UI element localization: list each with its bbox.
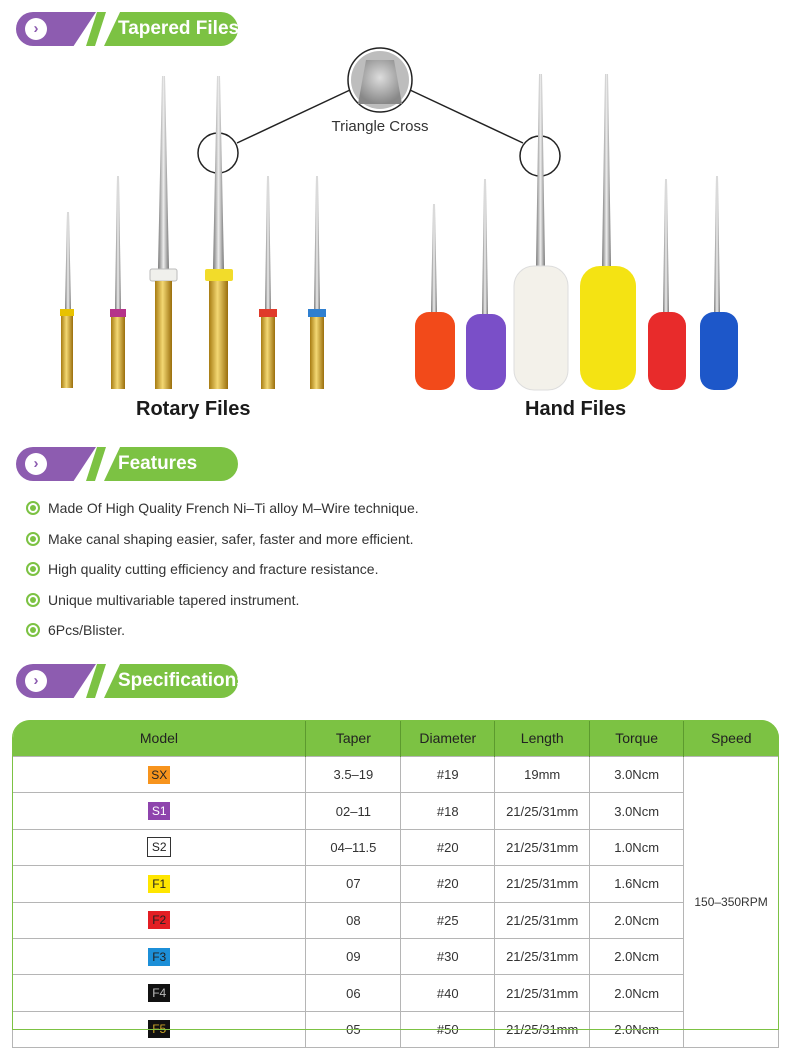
cell-speed: 150–350RPM <box>684 757 779 1048</box>
header-length: Length <box>495 720 590 757</box>
cell-torque: 2.0Ncm <box>590 938 684 974</box>
model-badge: SX <box>148 766 170 784</box>
triangle-cross-section-icon <box>348 48 412 112</box>
rotary-files-caption: Rotary Files <box>136 398 251 420</box>
connector-line-right <box>410 90 523 143</box>
rotary-file-f3 <box>308 176 326 389</box>
cell-taper: 06 <box>306 975 401 1011</box>
tapered-files-banner <box>16 12 238 46</box>
header-torque: Torque <box>590 720 684 757</box>
feature-text: Make canal shaping easier, safer, faster and more efficient. <box>48 530 414 547</box>
cell-diameter: #30 <box>401 938 495 974</box>
cell-taper: 08 <box>306 902 401 938</box>
specifications-table <box>12 720 779 1048</box>
hand-file-orange <box>415 204 455 390</box>
cell-length: 21/25/31mm <box>495 902 590 938</box>
cell-taper: 05 <box>306 1011 401 1047</box>
rotary-file-f2 <box>259 176 277 389</box>
cell-torque: 2.0Ncm <box>590 975 684 1011</box>
feature-item <box>26 529 419 560</box>
chevron-right-icon: › <box>25 18 47 40</box>
hand-file-red <box>648 179 686 390</box>
connector-line-left <box>237 90 350 143</box>
section-title: Specifications <box>118 670 247 691</box>
header-diameter: Diameter <box>401 720 495 757</box>
cell-torque: 3.0Ncm <box>590 793 684 829</box>
cell-diameter: #25 <box>401 902 495 938</box>
specifications-banner <box>16 664 247 698</box>
cell-diameter: #18 <box>401 793 495 829</box>
table-row <box>13 938 779 974</box>
feature-item <box>26 559 419 590</box>
cell-model <box>13 757 306 793</box>
feature-item <box>26 498 419 529</box>
feature-text: 6Pcs/Blister. <box>48 622 126 638</box>
cell-model <box>13 1011 306 1047</box>
cell-length: 19mm <box>495 757 590 793</box>
section-title: Tapered Files <box>118 18 240 39</box>
model-badge: S2 <box>147 837 171 857</box>
cell-torque: 3.0Ncm <box>590 757 684 793</box>
feature-item <box>26 590 419 621</box>
cell-model <box>13 866 306 902</box>
cell-taper: 04–11.5 <box>306 829 401 865</box>
features-list <box>26 498 419 651</box>
table-row <box>13 1011 779 1047</box>
hand-file-white <box>514 74 568 390</box>
feature-text: Made Of High Quality French Ni–Ti alloy M–Wire technique. <box>48 500 419 516</box>
bullet-icon <box>26 623 40 637</box>
features-banner <box>16 447 238 481</box>
chevron-right-icon: › <box>25 453 47 475</box>
cell-length: 21/25/31mm <box>495 975 590 1011</box>
cell-model <box>13 938 306 974</box>
hand-files <box>415 74 738 390</box>
cell-torque: 1.0Ncm <box>590 829 684 865</box>
table-body <box>13 757 779 1048</box>
header-model: Model <box>13 720 306 757</box>
cell-model <box>13 975 306 1011</box>
section-title: Features <box>118 453 198 474</box>
cell-taper: 09 <box>306 938 401 974</box>
bullet-icon <box>26 501 40 515</box>
model-badge: F4 <box>148 984 170 1002</box>
bullet-icon <box>26 562 40 576</box>
cell-torque: 2.0Ncm <box>590 1011 684 1047</box>
files-drawing <box>0 44 790 434</box>
model-badge: F2 <box>148 911 170 929</box>
file-illustration <box>0 44 790 434</box>
cell-torque: 1.6Ncm <box>590 866 684 902</box>
cell-length: 21/25/31mm <box>495 866 590 902</box>
feature-item <box>26 620 419 651</box>
table-row <box>13 975 779 1011</box>
table-row <box>13 757 779 793</box>
chevron-right-icon: › <box>25 670 47 692</box>
model-badge: S1 <box>148 802 170 820</box>
hand-file-purple <box>466 179 506 390</box>
feature-text: Unique multivariable tapered instrument. <box>48 591 300 608</box>
header-speed: Speed <box>684 720 779 757</box>
cell-length: 21/25/31mm <box>495 1011 590 1047</box>
specifications-table-wrap <box>12 720 779 1037</box>
bullet-icon <box>26 593 40 607</box>
cell-model <box>13 793 306 829</box>
model-badge: F1 <box>148 875 170 893</box>
cell-diameter: #50 <box>401 1011 495 1047</box>
cell-diameter: #20 <box>401 866 495 902</box>
model-badge: F5 <box>148 1020 170 1038</box>
table-row <box>13 902 779 938</box>
feature-text: High quality cutting efficiency and fracture resistance. <box>48 561 379 577</box>
header-taper: Taper <box>306 720 401 757</box>
cell-model <box>13 902 306 938</box>
cell-length: 21/25/31mm <box>495 829 590 865</box>
rotary-file-f1 <box>205 76 233 389</box>
cell-torque: 2.0Ncm <box>590 902 684 938</box>
rotary-files <box>60 76 326 389</box>
rotary-file-sx <box>60 212 74 388</box>
hand-file-yellow <box>580 74 636 390</box>
hand-file-blue <box>700 176 738 390</box>
cell-taper: 02–11 <box>306 793 401 829</box>
rotary-file-s2 <box>150 76 177 389</box>
table-header-row <box>13 720 779 757</box>
cell-diameter: #40 <box>401 975 495 1011</box>
table-row <box>13 829 779 865</box>
triangle-cross-label: Triangle Cross <box>331 118 429 135</box>
cell-taper: 07 <box>306 866 401 902</box>
bullet-icon <box>26 532 40 546</box>
table-row <box>13 793 779 829</box>
cell-length: 21/25/31mm <box>495 793 590 829</box>
rotary-file-s1 <box>110 176 126 389</box>
cell-diameter: #20 <box>401 829 495 865</box>
cell-diameter: #19 <box>401 757 495 793</box>
cell-taper: 3.5–19 <box>306 757 401 793</box>
cell-length: 21/25/31mm <box>495 938 590 974</box>
hand-files-caption: Hand Files <box>525 398 627 420</box>
table-row <box>13 866 779 902</box>
model-badge: F3 <box>148 948 170 966</box>
cell-model <box>13 829 306 865</box>
